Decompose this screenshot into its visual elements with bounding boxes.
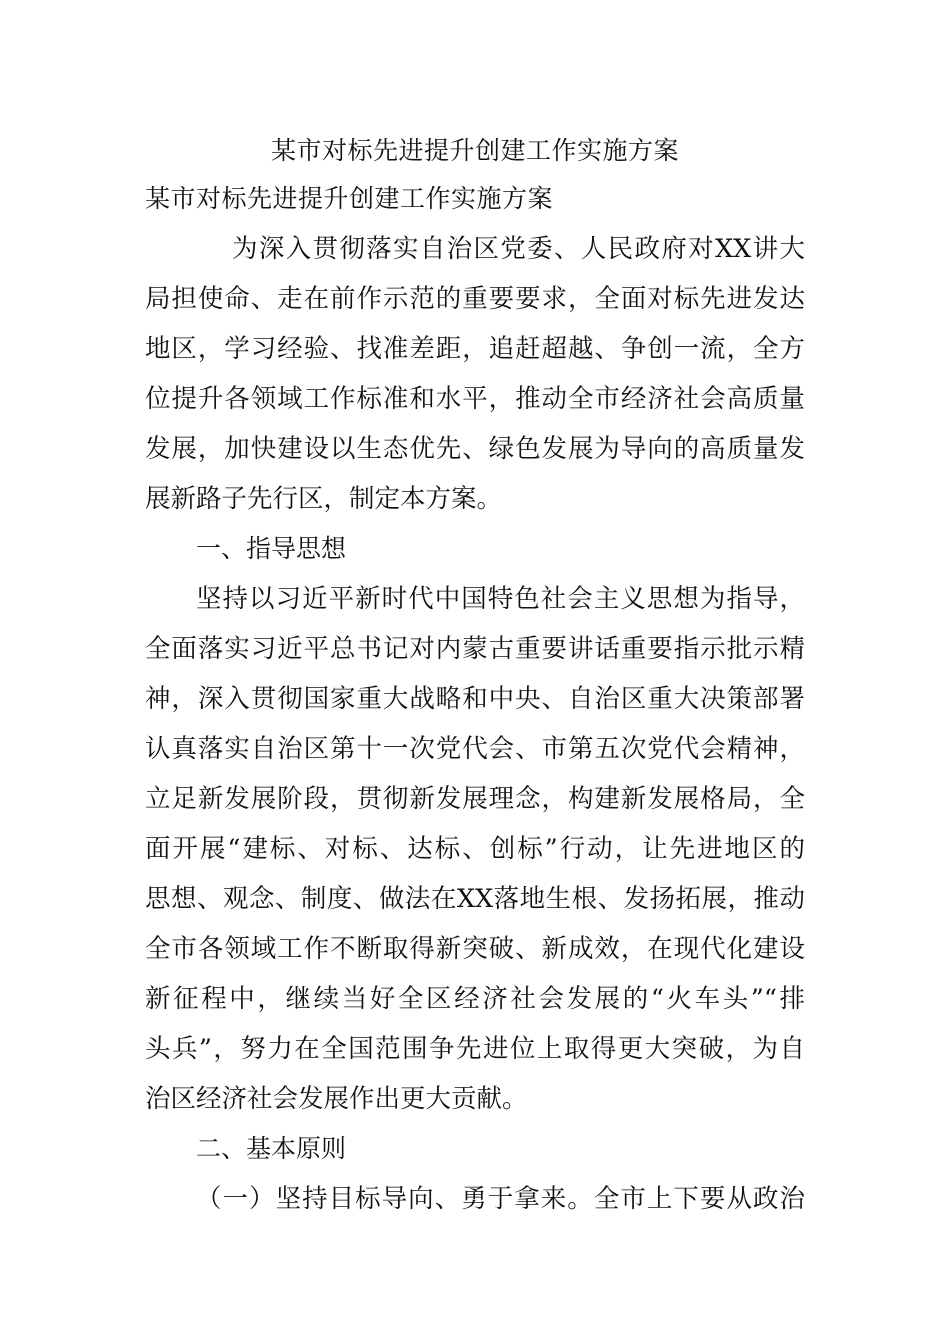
section1-line: 全市各领域工作不断取得新突破、新成效，在现代化建设 — [145, 934, 805, 964]
section2-line: （一）坚持目标导向、勇于拿来。全市上下要从政治 — [196, 1184, 805, 1214]
section1-line: 面开展“建标、对标、达标、创标”行动，让先进地区的 — [145, 834, 805, 864]
section1-line: 头兵”，努力在全国范围争先进位上取得更大突破，为自 — [145, 1034, 805, 1064]
section1-line: 认真落实自治区第十一次党代会、市第五次党代会精神， — [145, 734, 805, 764]
section-heading-basic-principles: 二、基本原则 — [196, 1134, 347, 1163]
intro-line: 位提升各领域工作标准和水平，推动全市经济社会高质量 — [145, 384, 805, 414]
section1-line: 新征程中，继续当好全区经济社会发展的“火车头”“排 — [145, 984, 805, 1014]
section1-line: 神，深入贯彻国家重大战略和中央、自治区重大决策部署 — [145, 684, 805, 714]
section1-line: 坚持以习近平新时代中国特色社会主义思想为指导， — [196, 584, 805, 614]
intro-line: 局担使命、走在前作示范的重要要求，全面对标先进发达 — [145, 284, 805, 314]
document-subtitle: 某市对标先进提升创建工作实施方案 — [145, 184, 554, 213]
intro-line: 发展，加快建设以生态优先、绿色发展为导向的高质量发 — [145, 434, 805, 464]
section1-line: 治区经济社会发展作出更大贡献。 — [145, 1084, 528, 1114]
intro-line: 展新路子先行区，制定本方案。 — [145, 484, 503, 514]
intro-line: 地区，学习经验、找准差距，追赶超越、争创一流，全方 — [145, 334, 805, 364]
section1-line: 全面落实习近平总书记对内蒙古重要讲话重要指示批示精 — [145, 634, 805, 664]
section1-line: 思想、观念、制度、做法在XX落地生根、发扬拓展，推动 — [145, 884, 805, 914]
intro-line: 为深入贯彻落实自治区党委、人民政府对XX讲大 — [232, 234, 805, 264]
document-title: 某市对标先进提升创建工作实施方案 — [270, 136, 679, 165]
section-heading-guiding-thought: 一、指导思想 — [196, 534, 347, 563]
section1-line: 立足新发展阶段，贯彻新发展理念，构建新发展格局，全 — [145, 784, 805, 814]
